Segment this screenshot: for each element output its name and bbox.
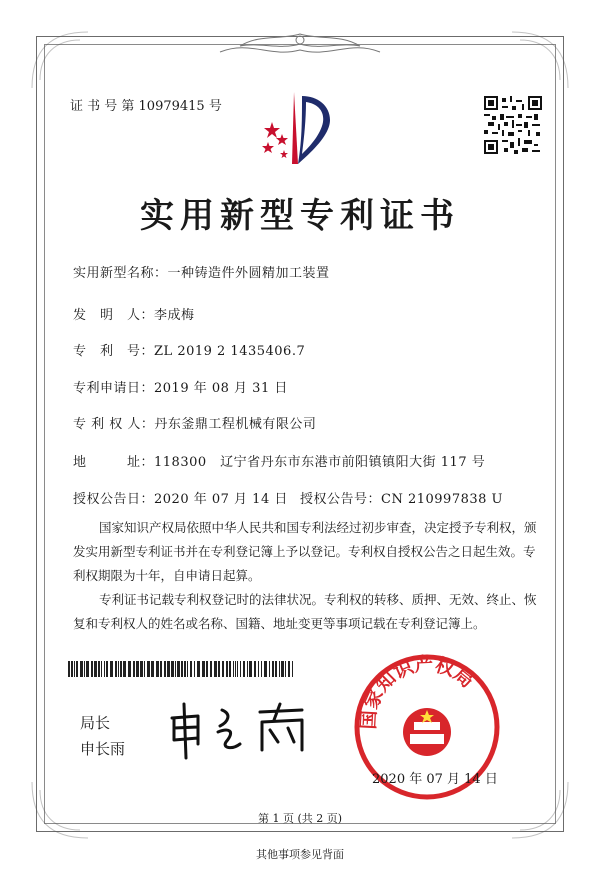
patent-number-value: ZL 2019 2 1435406.7	[154, 344, 306, 359]
qr-code-icon[interactable]	[484, 96, 542, 154]
name-value: 一种铸造件外圆精加工装置	[167, 266, 330, 281]
inventor-label: 发 明 人：	[73, 308, 155, 323]
certificate-number: 证 书 号 第 10979415 号	[70, 99, 222, 114]
grant-date-label: 授权公告日：	[73, 492, 155, 507]
back-note: 其他事项参见背面	[256, 848, 344, 861]
handwritten-signature	[162, 700, 322, 760]
corner-ornament-icon	[30, 30, 90, 90]
grant-date-value: 2020 年 07 月 14 日	[154, 492, 288, 507]
grant-date-row	[73, 488, 288, 507]
patent-holder-value: 丹东釜鼎工程机械有限公司	[154, 417, 317, 432]
signer-role: 局长	[80, 714, 111, 732]
address-label: 地 址：	[73, 455, 155, 470]
inventor-value: 李成梅	[154, 308, 195, 323]
patent-holder-row	[73, 413, 316, 432]
name-label: 实用新型名称：	[73, 266, 168, 281]
grant-number-row	[300, 488, 503, 507]
grant-number-value: CN 210997838 U	[381, 492, 503, 507]
top-ornament-icon	[200, 30, 400, 64]
corner-ornament-icon	[510, 30, 570, 90]
application-date-label: 专利申请日：	[73, 381, 155, 396]
patent-number-label: 专 利 号：	[73, 344, 155, 359]
page-indicator: 第 1 页 (共 2 页)	[257, 812, 343, 825]
barcode-icon	[68, 661, 296, 677]
signer-name: 申长雨	[80, 740, 126, 758]
application-date-value: 2019 年 08 月 31 日	[154, 381, 288, 396]
patent-number-row	[73, 340, 305, 359]
body-paragraph: 国家知识产权局依照中华人民共和国专利法经过初步审查，决定授予专利权，颁发实用新型专利证书并在专利登记簿上予以登记。专利权自授权公告之日起生效。专利权期限为十年，自申请日起算。	[73, 520, 537, 583]
page-title: 实用新型专利证书	[140, 196, 460, 236]
patent-office-logo-icon	[258, 90, 342, 170]
name-row	[73, 262, 330, 281]
patent-holder-label: 专 利 权 人：	[73, 417, 155, 432]
inventor-row	[73, 304, 195, 323]
seal-date: 2020 年 07 月 14 日	[372, 772, 498, 787]
application-date-row	[73, 377, 288, 396]
grant-number-label: 授权公告号：	[300, 492, 382, 507]
seal-text: 国家知识产权局	[357, 653, 478, 730]
address-row	[73, 451, 485, 470]
body-paragraph: 专利证书记载专利权登记时的法律状况。专利权的转移、质押、无效、终止、恢复和专利权人的姓名或名称、国籍、地址变更等事项记载在专利登记簿上。	[73, 592, 537, 631]
address-value: 118300 辽宁省丹东市东港市前阳镇镇阳大街 117 号	[154, 455, 486, 470]
